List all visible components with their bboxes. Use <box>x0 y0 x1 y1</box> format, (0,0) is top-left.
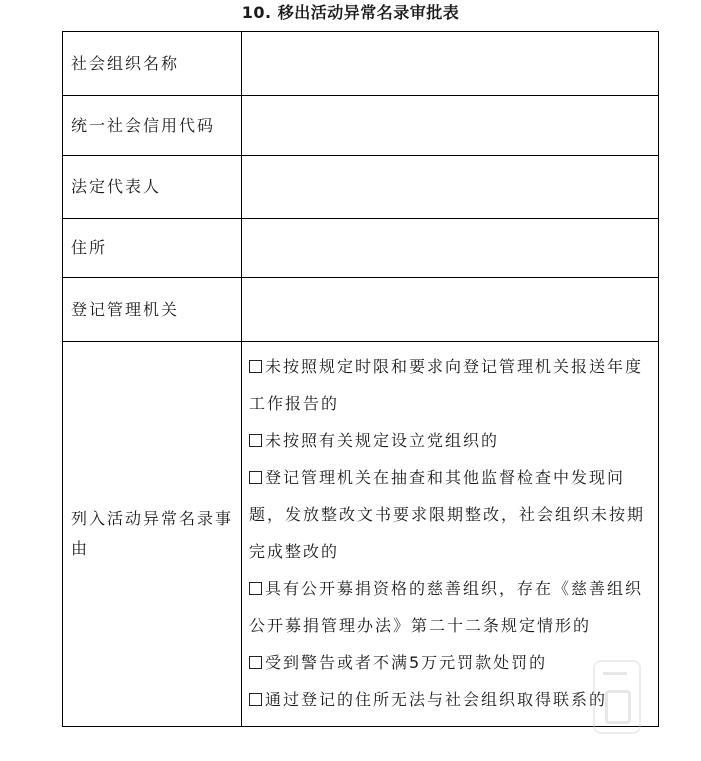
table-row <box>63 219 659 278</box>
table-row <box>63 156 659 219</box>
registration-authority-field[interactable] <box>242 278 659 342</box>
address-field[interactable] <box>242 219 659 278</box>
credit-code-field[interactable] <box>242 96 659 156</box>
checkbox-icon[interactable] <box>249 434 262 447</box>
row-label-address: 住所 <box>63 219 242 278</box>
reason-option-6[interactable] <box>249 681 652 718</box>
reason-option-text: 通过登记的住所无法与社会组织取得联系的 <box>265 690 608 709</box>
approval-form-table <box>62 31 659 727</box>
watermark-logo-icon <box>593 660 641 734</box>
checkbox-icon[interactable] <box>249 693 262 706</box>
legal-rep-field[interactable] <box>242 156 659 219</box>
table-row <box>63 32 659 96</box>
checkbox-icon[interactable] <box>249 582 262 595</box>
page-title: 10. 移出活动异常名录审批表 <box>241 3 460 22</box>
reason-option-text: 未按照有关规定设立党组织的 <box>265 431 500 450</box>
reason-option-3[interactable] <box>249 459 652 570</box>
org-name-field[interactable] <box>242 32 659 96</box>
reason-option-2[interactable] <box>249 422 652 459</box>
reason-option-4[interactable] <box>249 570 652 644</box>
reason-option-text: 受到警告或者不满5万元罚款处罚的 <box>265 653 548 672</box>
row-label-credit-code: 统一社会信用代码 <box>63 96 242 156</box>
row-label-org-name: 社会组织名称 <box>63 32 242 96</box>
row-label-legal-rep: 法定代表人 <box>63 156 242 219</box>
row-label-reason: 列入活动异常名录事由 <box>63 342 242 727</box>
table-row <box>63 278 659 342</box>
reason-option-text: 具有公开募捐资格的慈善组织，存在《慈善组织公开募捐管理办法》第二十二条规定情形的 <box>249 579 644 635</box>
row-label-registration-authority: 登记管理机关 <box>63 278 242 342</box>
reason-option-5[interactable] <box>249 644 652 681</box>
table-row <box>63 96 659 156</box>
checkbox-icon[interactable] <box>249 471 262 484</box>
checkbox-icon[interactable] <box>249 360 262 373</box>
checkbox-icon[interactable] <box>249 656 262 669</box>
reason-option-text: 未按照规定时限和要求向登记管理机关报送年度工作报告的 <box>249 357 644 413</box>
reason-option-text: 登记管理机关在抽查和其他监督检查中发现问题，发放整改文书要求限期整改，社会组织未按期完成整改的 <box>249 468 646 561</box>
table-row <box>63 342 659 727</box>
reason-option-1[interactable] <box>249 348 652 422</box>
